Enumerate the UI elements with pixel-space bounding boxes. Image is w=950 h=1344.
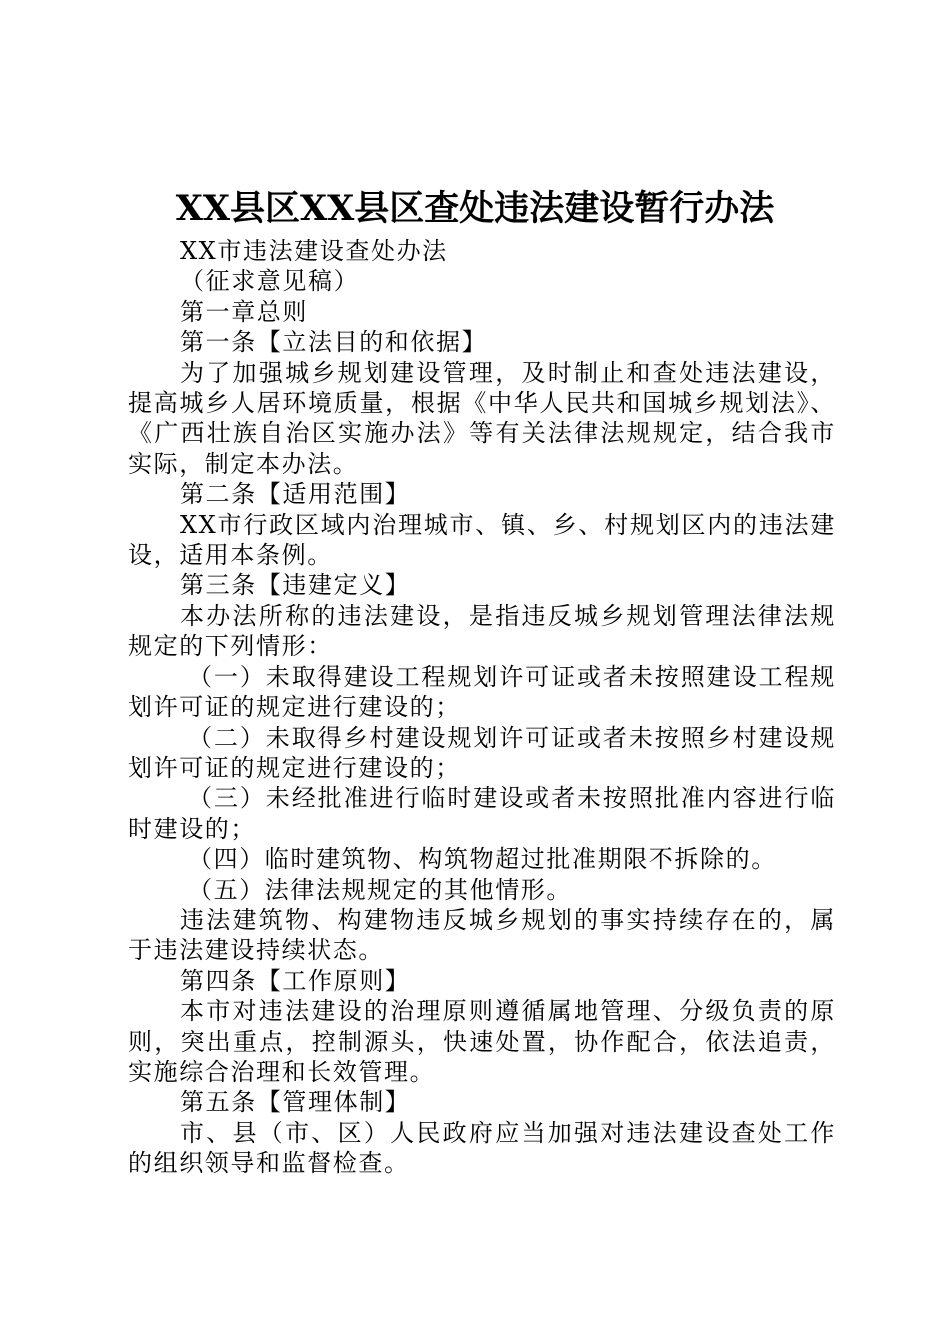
list-item: （一）未取得建设工程规划许可证或者未按照建设工程规划许可证的规定进行建设的； [128, 662, 836, 722]
article-heading: 第二条【适用范围】 [180, 480, 411, 509]
document-body [128, 236, 836, 1179]
article-paragraph: 违法建筑物、构建物违反城乡规划的事实持续存在的，属于违法建设持续状态。 [128, 905, 836, 965]
article-heading: 第三条【违建定义】 [180, 571, 411, 600]
subtitle-measure-name: XX市违法建设查处办法 [180, 237, 448, 265]
list-item: （五）法律法规规定的其他情形。 [188, 875, 572, 904]
article-paragraph: 为了加强城乡规划建设管理，及时制止和查处违法建设，提高城乡人居环境质量，根据《中华人民共和国城乡规划法》、《广西壮族自治区实施办法》等有关法律法规规定，结合我市实际，制定本办法。 [128, 358, 836, 478]
article-paragraph: 本办法所称的违法建设，是指违反城乡规划管理法律法规规定的下列情形： [128, 601, 836, 661]
article-heading: 第四条【工作原则】 [180, 966, 411, 995]
document-title: XX县区XX县区查处违法建设暂行办法 [175, 188, 775, 229]
draft-note: （征求意见稿） [180, 267, 360, 296]
list-item: （三）未经批准进行临时建设或者未按照批准内容进行临时建设的； [128, 784, 836, 843]
list-item: （四）临时建筑物、构筑物超过批准期限不拆除的。 [188, 845, 777, 874]
chapter-heading: 第一章总则 [180, 297, 308, 326]
article-paragraph: 本市对违法建设的治理原则遵循属地管理、分级负责的原则，突出重点，控制源头，快速处置，协作配合，依法追责，实施综合治理和长效管理。 [128, 997, 836, 1086]
article-heading: 第五条【管理体制】 [180, 1088, 411, 1117]
article-paragraph: 市、县（市、区）人民政府应当加强对违法建设查处工作的组织领导和监督检查。 [128, 1118, 836, 1178]
list-item: （二）未取得乡村建设规划许可证或者未按照乡村建设规划许可证的规定进行建设的； [128, 723, 836, 782]
article-paragraph: XX市行政区域内治理城市、镇、乡、村规划区内的违法建设，适用本条例。 [128, 510, 836, 570]
article-heading: 第一条【立法目的和依据】 [180, 328, 488, 357]
